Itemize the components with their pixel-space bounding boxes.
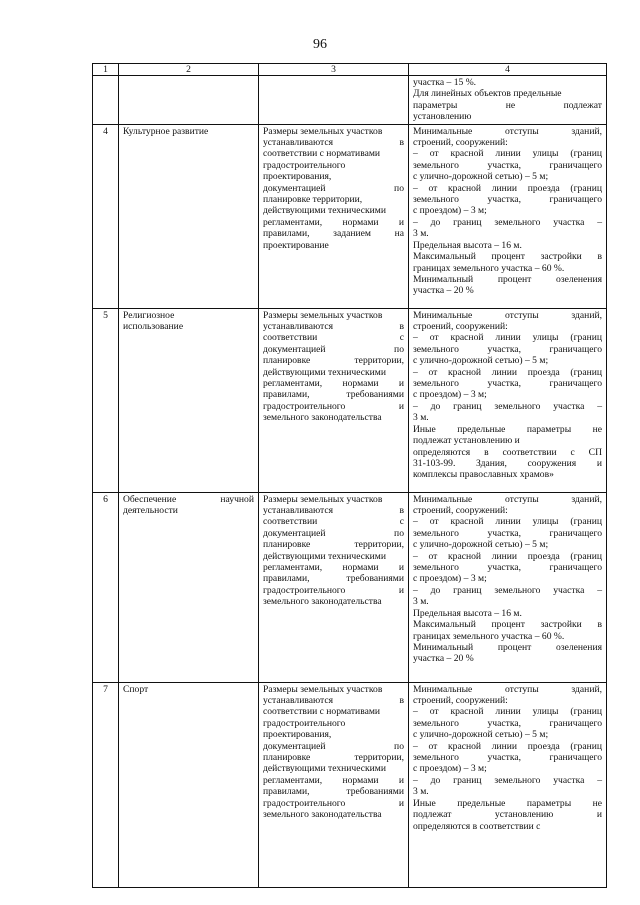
- plot-size-cell: [259, 682, 409, 887]
- text-line: с проездом) – 3 м;: [413, 389, 487, 401]
- text-line: соответствии с нормативами: [263, 148, 381, 160]
- text-line: Минимальные отступы зданий,: [413, 493, 602, 505]
- text-line: градостроительного: [263, 159, 346, 171]
- text-line: Минимальные отступы зданий,: [413, 309, 602, 321]
- text-line: строений, сооружений:: [413, 695, 508, 707]
- text-line: устанавливаются в: [263, 695, 404, 707]
- text-line: планировке территории,: [263, 752, 404, 764]
- row-number-cell: 7: [93, 682, 119, 887]
- row-number-cell: 4: [93, 124, 119, 308]
- text-line: Иные предельные параметры не: [413, 797, 602, 809]
- text-line: регламентами, нормами и: [263, 378, 404, 390]
- text-line: действующими техническими: [263, 550, 386, 562]
- table-body: [93, 64, 607, 888]
- text-line: Религиозное: [123, 309, 175, 321]
- parameters-cell: [409, 492, 607, 682]
- parameters-cell: [409, 76, 607, 125]
- text-line: градостроительного и: [263, 584, 404, 596]
- text-line: Предельная высота – 16 м.: [413, 607, 522, 619]
- table-row: [93, 308, 607, 492]
- table-row: [93, 492, 607, 682]
- text-line: параметры не подлежат: [413, 99, 602, 111]
- use-type-cell: [119, 492, 259, 682]
- text-line: земельного участка, граничащего: [413, 752, 602, 764]
- text-line: регламентами, нормами и: [263, 216, 404, 228]
- text-line: земельного участка, граничащего: [413, 378, 602, 390]
- text-line: участка – 15 %.: [413, 77, 477, 88]
- text-line: с проездом) – 3 м;: [413, 763, 487, 775]
- text-line: устанавливаются в: [263, 321, 404, 333]
- text-line: планировке территории,: [263, 539, 404, 551]
- row-number-cell: [93, 76, 119, 125]
- text-line: регламентами, нормами и: [263, 562, 404, 574]
- text-line: Предельная высота – 16 м.: [413, 239, 522, 251]
- text-line: планировке территории,: [263, 194, 363, 206]
- column-header: 4: [409, 64, 607, 76]
- text-line: градостроительного: [263, 717, 346, 729]
- text-line: – до границ земельного участка –: [413, 584, 602, 596]
- text-line: 3 м.: [413, 596, 429, 608]
- text-line: 3 м.: [413, 412, 429, 424]
- text-line: градостроительного и: [263, 400, 404, 412]
- page-number: 96: [313, 37, 327, 52]
- text-line: соответствии с: [263, 516, 404, 528]
- table-row: [93, 682, 607, 887]
- text-line: определяются в соответствии с: [413, 820, 541, 832]
- column-header: 1: [93, 64, 119, 76]
- text-line: Размеры земельных участков: [263, 309, 383, 321]
- text-line: определяются в соответствии с СП: [413, 446, 602, 458]
- text-line: Спорт: [123, 683, 149, 695]
- text-line: документацией по: [263, 527, 404, 539]
- text-line: комплексы православных храмов»: [413, 469, 554, 481]
- row-number-cell: 5: [93, 308, 119, 492]
- use-type-cell: [119, 682, 259, 887]
- text-line: регламентами, нормами и: [263, 774, 404, 786]
- text-line: действующими техническими: [263, 205, 386, 217]
- text-line: подлежат установлению и: [413, 435, 520, 447]
- text-line: границах земельного участка – 60 %.: [413, 630, 565, 642]
- text-line: – от красной линии проезда (границ: [413, 550, 602, 562]
- text-line: с улично-дорожной сетью) – 5 м;: [413, 171, 549, 183]
- parameters-cell: [409, 124, 607, 308]
- text-line: Размеры земельных участков: [263, 125, 383, 137]
- text-line: градостроительного и: [263, 797, 404, 809]
- text-line: участка – 20 %: [413, 285, 474, 297]
- text-line: с проездом) – 3 м;: [413, 205, 487, 217]
- text-line: документацией по: [263, 182, 404, 194]
- text-line: действующими техническими: [263, 366, 386, 378]
- text-line: Культурное развитие: [123, 125, 209, 137]
- text-line: использование: [123, 321, 184, 333]
- text-line: проектирования,: [263, 171, 332, 183]
- text-line: участка – 20 %: [413, 653, 474, 665]
- text-line: строений, сооружений:: [413, 321, 508, 333]
- text-line: земельного участка, граничащего: [413, 194, 602, 206]
- text-line: земельного участка, граничащего: [413, 717, 602, 729]
- text-line: устанавливаются в: [263, 137, 404, 149]
- text-line: Размеры земельных участков: [263, 683, 383, 695]
- use-type-cell: [119, 124, 259, 308]
- text-line: Иные предельные параметры не: [413, 423, 602, 435]
- text-line: строений, сооружений:: [413, 505, 508, 517]
- text-line: соответствии с нормативами: [263, 706, 381, 718]
- text-line: планировке территории,: [263, 355, 404, 367]
- text-line: с улично-дорожной сетью) – 5 м;: [413, 729, 549, 741]
- text-line: правилами, заданием на: [263, 228, 404, 240]
- table-header-row: [93, 64, 607, 76]
- text-line: Максимальный процент застройки в: [413, 251, 602, 263]
- text-line: 3 м.: [413, 786, 429, 798]
- text-line: с улично-дорожной сетью) – 5 м;: [413, 539, 549, 551]
- text-line: – от красной линии проезда (границ: [413, 740, 602, 752]
- text-line: Минимальные отступы зданий,: [413, 683, 602, 695]
- text-line: правилами, требованиями: [263, 786, 404, 798]
- text-line: земельного участка, граничащего: [413, 343, 602, 355]
- plot-size-cell: [259, 124, 409, 308]
- plot-size-cell: [259, 492, 409, 682]
- text-line: земельного законодательства: [263, 412, 382, 424]
- parameters-cell: [409, 682, 607, 887]
- table-row: [93, 76, 607, 125]
- text-line: правилами, требованиями: [263, 573, 404, 585]
- text-line: 3 м.: [413, 228, 429, 240]
- text-line: Обеспечение научной: [123, 493, 254, 505]
- text-line: деятельности: [123, 505, 178, 517]
- text-line: Минимальный процент озеленения: [413, 273, 602, 285]
- text-line: земельного законодательства: [263, 809, 382, 821]
- text-line: Размеры земельных участков: [263, 493, 383, 505]
- parameters-cell: [409, 308, 607, 492]
- text-line: – до границ земельного участка –: [413, 400, 602, 412]
- text-line: – до границ земельного участка –: [413, 774, 602, 786]
- plot-size-cell: [259, 76, 409, 125]
- text-line: проектирования,: [263, 729, 332, 741]
- text-line: устанавливаются в: [263, 505, 404, 517]
- text-line: – до границ земельного участка –: [413, 216, 602, 228]
- text-line: – от красной линии улицы (границ: [413, 332, 602, 344]
- text-line: – от красной линии улицы (границ: [413, 516, 602, 528]
- column-header: 3: [259, 64, 409, 76]
- text-line: Для линейных объектов предельные: [413, 88, 562, 100]
- text-line: границах земельного участка – 60 %.: [413, 262, 565, 274]
- text-line: строений, сооружений:: [413, 137, 508, 149]
- text-line: – от красной линии улицы (границ: [413, 706, 602, 718]
- text-line: правилами, требованиями: [263, 389, 404, 401]
- column-header: 2: [119, 64, 259, 76]
- text-line: с проездом) – 3 м;: [413, 573, 487, 585]
- text-line: установлению: [413, 111, 472, 123]
- text-line: действующими техническими: [263, 763, 386, 775]
- text-line: – от красной линии проезда (границ: [413, 366, 602, 378]
- text-line: Минимальный процент озеленения: [413, 641, 602, 653]
- text-line: подлежат установлению и: [413, 809, 602, 821]
- text-line: Минимальные отступы зданий,: [413, 125, 602, 137]
- text-line: проектирование: [263, 239, 329, 251]
- table-row: [93, 124, 607, 308]
- text-line: документацией по: [263, 740, 404, 752]
- text-line: земельного участка, граничащего: [413, 562, 602, 574]
- text-line: соответствии с: [263, 332, 404, 344]
- text-line: земельного законодательства: [263, 596, 382, 608]
- plot-size-cell: [259, 308, 409, 492]
- text-line: Максимальный процент застройки в: [413, 619, 602, 631]
- text-line: с улично-дорожной сетью) – 5 м;: [413, 355, 549, 367]
- text-line: – от красной линии улицы (границ: [413, 148, 602, 160]
- use-type-cell: [119, 76, 259, 125]
- text-line: документацией по: [263, 343, 404, 355]
- text-line: земельного участка, граничащего: [413, 159, 602, 171]
- use-type-cell: [119, 308, 259, 492]
- row-number-cell: 6: [93, 492, 119, 682]
- regulations-table: [92, 63, 607, 888]
- text-line: – от красной линии проезда (границ: [413, 182, 602, 194]
- text-line: 31-103-99. Здания, сооружения и: [413, 457, 602, 469]
- text-line: земельного участка, граничащего: [413, 527, 602, 539]
